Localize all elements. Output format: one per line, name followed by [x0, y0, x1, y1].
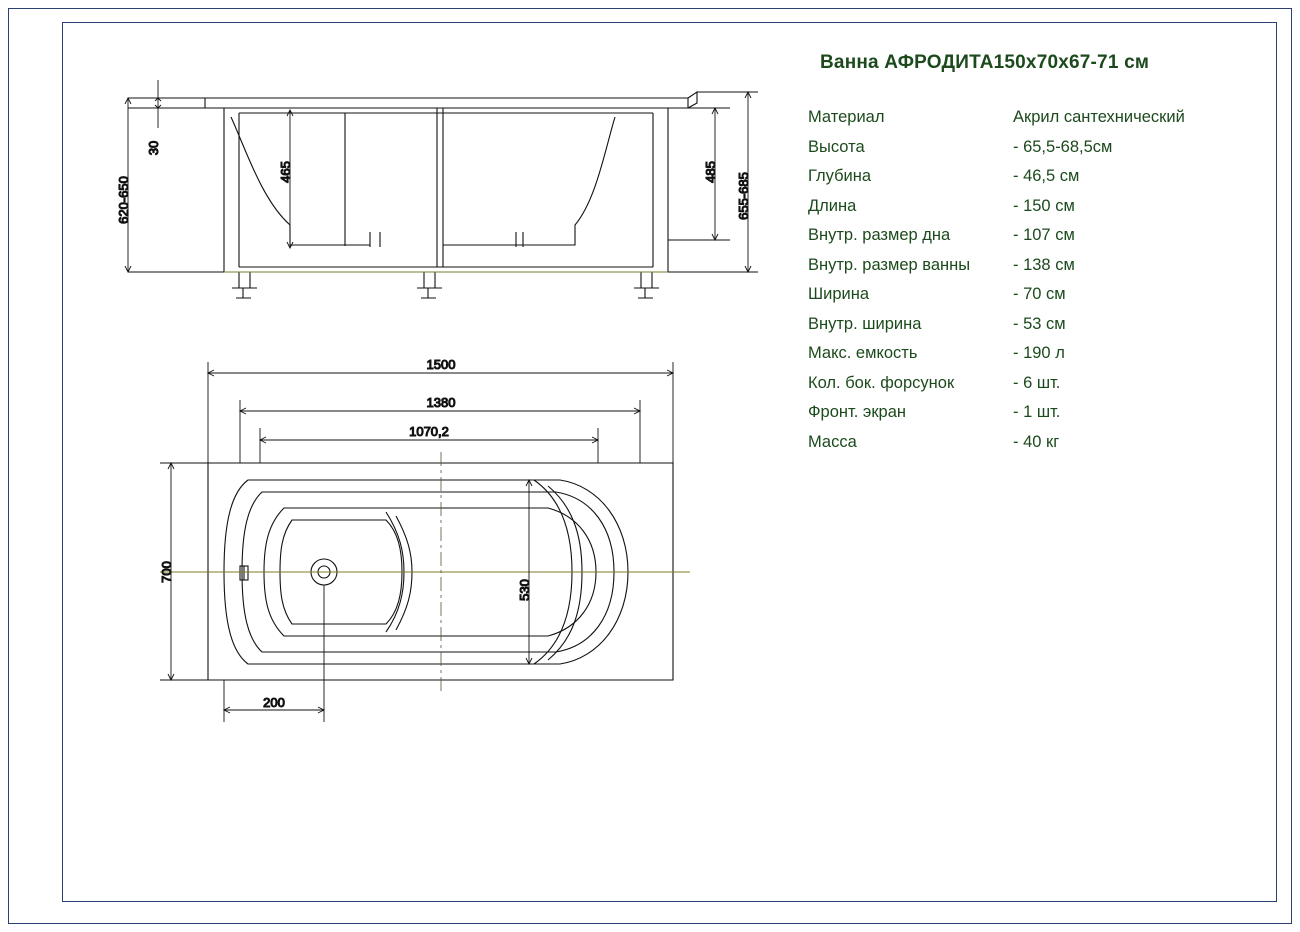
dim-485-label: 485 [703, 161, 718, 183]
spec-label: Высота [808, 137, 865, 156]
spec-label: Материал [808, 108, 885, 126]
dim-1380-label: 1380 [426, 395, 456, 410]
dim-30-label: 30 [146, 140, 161, 156]
spec-row [808, 403, 1278, 433]
spec-value: - 107 см [1013, 226, 1075, 244]
dim-655-685-label: 655-685 [736, 172, 751, 220]
spec-label: Длина [808, 196, 857, 215]
spec-label: Внутр. размер дна [808, 226, 951, 244]
dim-620-650-label: 620-650 [116, 176, 131, 224]
spec-value: - 53 см [1013, 314, 1066, 333]
spec-value: - 46,5 см [1013, 167, 1080, 185]
spec-row [808, 315, 1278, 345]
spec-row [808, 433, 1278, 463]
spec-label: Глубина [808, 167, 872, 185]
side-view-dimensions-left [125, 80, 224, 272]
spec-row [808, 108, 1278, 138]
spec-row [808, 374, 1278, 404]
dim-1500-label: 1500 [426, 357, 456, 372]
spec-value: - 65,5-68,5см [1013, 137, 1113, 156]
spec-label: Ширина [808, 285, 870, 303]
specification-panel [808, 52, 1278, 462]
page-title: Ванна АФРОДИТА150х70х67-71 см [820, 52, 1150, 73]
spec-row [808, 197, 1278, 227]
spec-label: Масса [808, 432, 857, 451]
spec-label: Кол. бок. форсунок [808, 373, 955, 392]
spec-row [808, 167, 1278, 197]
dim-200-label: 200 [263, 695, 285, 710]
spec-label: Фронт. экран [808, 403, 907, 421]
spec-value: - 1 шт. [1013, 403, 1061, 421]
spec-row [808, 344, 1278, 374]
dim-700-label: 700 [159, 561, 174, 583]
spec-value: - 6 шт. [1013, 373, 1061, 392]
spec-row [808, 256, 1278, 286]
spec-label: Внутр. размер ванны [808, 255, 971, 274]
spec-row [808, 138, 1278, 168]
spec-row [808, 285, 1278, 315]
spec-value: - 150 см [1013, 196, 1075, 215]
spec-value: - 138 см [1013, 255, 1075, 274]
spec-label: Внутр. ширина [808, 314, 922, 333]
spec-value: Акрил сантехнический [1013, 108, 1185, 126]
dim-1070-label: 1070,2 [409, 424, 449, 439]
side-view-drawing [205, 92, 697, 298]
spec-label: Макс. емкость [808, 344, 918, 362]
spec-value: - 40 кг [1013, 432, 1060, 451]
dim-530-label: 530 [517, 579, 532, 601]
top-view-dimensions-top [208, 362, 673, 463]
spec-value: - 190 л [1013, 344, 1065, 362]
spec-value: - 70 см [1013, 285, 1066, 303]
dim-465-label: 465 [278, 161, 293, 183]
spec-row [808, 226, 1278, 256]
